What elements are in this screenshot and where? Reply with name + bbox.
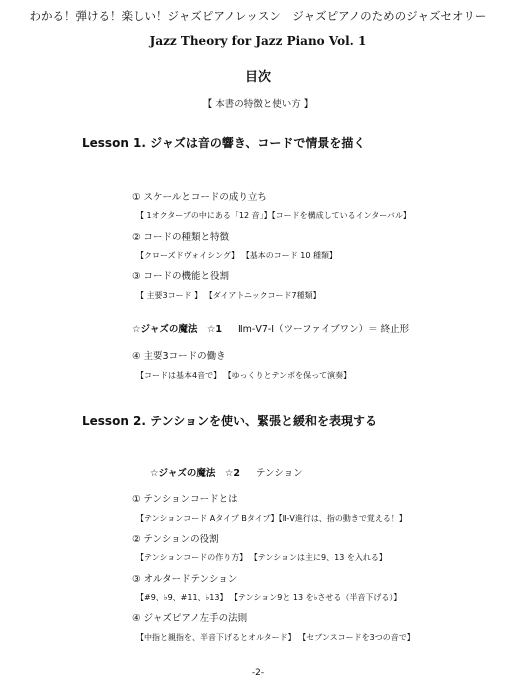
- magic-text: Ⅱm-Ⅴ7-Ⅰ（ツーファイブワン）＝ 終止形: [237, 324, 410, 335]
- lesson-2-item-2: ② テンションの役割: [132, 534, 219, 545]
- book-subtitle: Jazz Theory for Jazz Piano Vol. 1: [149, 34, 367, 48]
- lesson-2-item-3: ③ オルタードテンション: [132, 574, 238, 585]
- lesson-1-item-2: ② コードの種類と特徴: [132, 232, 230, 243]
- lesson-1-item-1: ① スケールとコードの成り立ち: [132, 192, 267, 203]
- magic-label: ☆ジャズの魔法 ☆2: [150, 468, 240, 479]
- toc-title: 目次: [244, 70, 271, 85]
- features-link: 【 本書の特徴と使い方 】: [202, 99, 314, 110]
- lesson-1-item-3: ③ コードの機能と役割: [132, 271, 230, 282]
- lesson-1-item-1-sub: 【 1オクターブの中にある「12 音」】【コードを構成しているインターバル】: [136, 211, 411, 220]
- magic-label: ☆ジャズの魔法 ☆1: [132, 324, 222, 335]
- header-title: わかる！弾ける！楽しい！ジャズピアノレッスン ジャズピアノのためのジャズセオリー: [29, 9, 487, 23]
- magic-text: テンション: [255, 468, 303, 479]
- lesson-1-title: Lesson 1. ジャズは音の響き、コードで情景を描く: [82, 136, 366, 150]
- lesson-2-item-4-sub: 【中指と親指を、半音下げるとオルタード】 【セブンスコードを3つの音で】: [136, 633, 415, 642]
- lesson-2-item-1: ① テンションコードとは: [132, 494, 238, 505]
- lesson-2-item-4: ④ ジャズピアノ左手の法則: [132, 613, 248, 624]
- lesson-2-item-2-sub: 【テンションコードの作り方】 【テンションは主に9、13 を入れる】: [136, 553, 387, 562]
- lesson-1-item-3-sub: 【 主要3コード 】 【ダイアトニックコード7種類】: [136, 291, 321, 300]
- lesson-1-item-4: ④ 主要3コードの働き: [132, 351, 226, 362]
- lesson-2-title: Lesson 2. テンションを使い、緊張と緩和を表現する: [82, 414, 377, 428]
- page-number: -2-: [251, 668, 265, 678]
- lesson-1-magic: [132, 321, 409, 335]
- lesson-2-item-1-sub: 【テンションコード Aタイプ Bタイプ】【Ⅱ-Ⅴ進行は、指の動きで覚える！】: [136, 514, 407, 523]
- lesson-1-item-2-sub: 【クローズドヴォイシング】 【基本のコード 10 種類】: [136, 251, 337, 260]
- lesson-1-item-4-sub: 【コードは基本4音で】 【ゆっくりとテンポを保って演奏】: [136, 371, 352, 380]
- lesson-2-magic: [150, 465, 303, 479]
- lesson-2-item-3-sub: 【#9、♭9、#11、♭13】 【テンション9と 13 を♭させる（半音下げる）】: [136, 593, 402, 602]
